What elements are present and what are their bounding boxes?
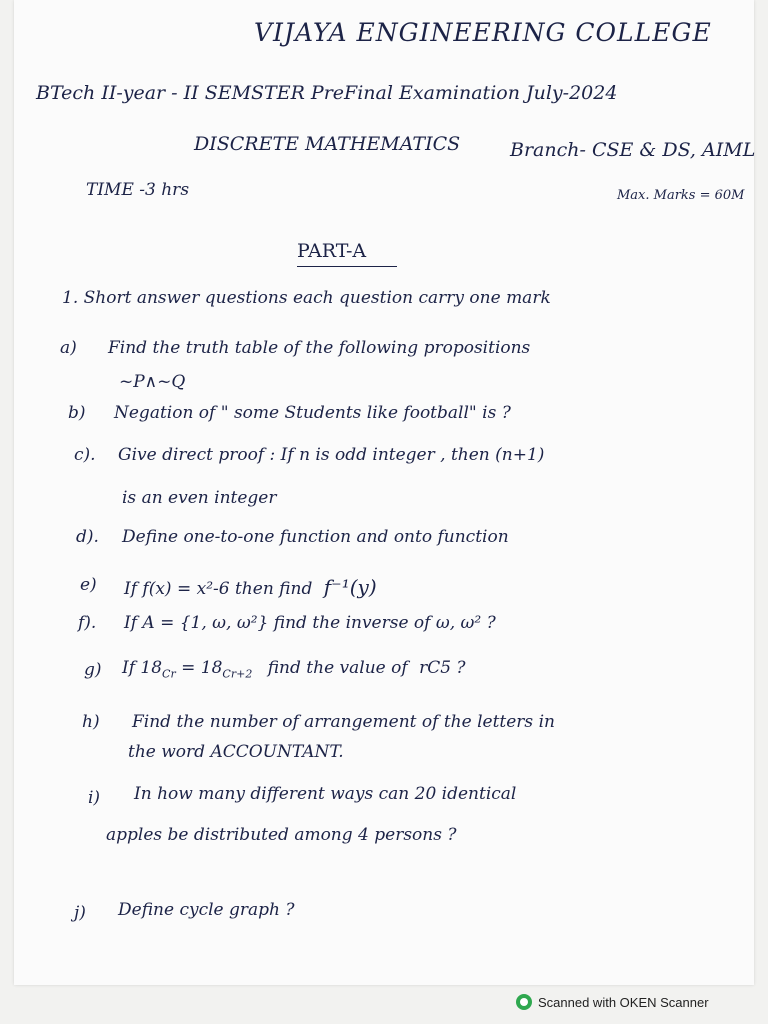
- inverse-function-expr: f⁻¹(y): [323, 575, 377, 599]
- question-text-part: If f(x) = x²-6 then find: [124, 579, 313, 599]
- question-label: d).: [76, 527, 99, 547]
- question-label: e): [80, 575, 97, 595]
- question-text: In how many different ways can 20 identical: [134, 784, 517, 804]
- question-text-part: = 18: [175, 658, 223, 678]
- question-label: a): [60, 338, 77, 358]
- section-instruction: 1. Short answer questions each question carry one mark: [62, 288, 551, 308]
- question-label: b): [68, 403, 86, 423]
- question-text: Define cycle graph ?: [118, 900, 295, 920]
- part-heading: PART-A: [297, 240, 367, 262]
- question-label: h): [82, 712, 100, 732]
- question-label: c).: [74, 445, 96, 465]
- question-text: [124, 575, 377, 599]
- college-name: VIJAYA ENGINEERING COLLEGE: [254, 18, 712, 47]
- question-text: Give direct proof : If n is odd integer , then (n+1): [118, 445, 545, 465]
- question-label: i): [88, 788, 101, 808]
- question-label: j): [74, 903, 86, 923]
- question-text-cont: apples be distributed among 4 persons ?: [106, 825, 457, 845]
- scanner-logo-icon: [516, 994, 532, 1010]
- scanner-watermark-text: Scanned with OKEN Scanner: [538, 994, 709, 1010]
- question-text-cont: is an even integer: [122, 488, 277, 508]
- question-label: f).: [78, 613, 97, 633]
- branch: Branch- CSE & DS, AIML: [510, 139, 756, 161]
- max-marks: Max. Marks = 60M: [617, 188, 745, 203]
- combination-subscript: Cr: [162, 667, 176, 681]
- question-text: Find the number of arrangement of the letters in: [132, 712, 555, 732]
- combination-subscript: Cr+2: [222, 667, 253, 681]
- question-label: g): [84, 660, 102, 680]
- exam-paper: [14, 0, 754, 985]
- question-text-cont: the word ACCOUNTANT.: [128, 742, 344, 762]
- question-text: Find the truth table of the following propositions: [108, 338, 531, 358]
- subject-name: DISCRETE MATHEMATICS: [194, 133, 461, 155]
- question-text: Define one-to-one function and onto function: [122, 527, 509, 547]
- question-text-part: If 18: [122, 658, 163, 678]
- part-underline: [297, 266, 397, 267]
- scanner-watermark: [516, 992, 709, 1012]
- question-text-part: find the value of: [267, 658, 408, 678]
- question-text: [122, 658, 466, 680]
- exam-time: TIME -3 hrs: [86, 180, 190, 200]
- exam-title: BTech II-year - II SEMSTER PreFinal Examination July-2024: [36, 82, 618, 104]
- question-text: Negation of " some Students like football" is ?: [114, 403, 511, 423]
- combination-expr: rC5 ?: [419, 658, 466, 678]
- question-text: If A = {1, ω, ω²} find the inverse of ω, ω² ?: [124, 613, 496, 633]
- question-text-cont: ~P∧~Q: [119, 372, 186, 392]
